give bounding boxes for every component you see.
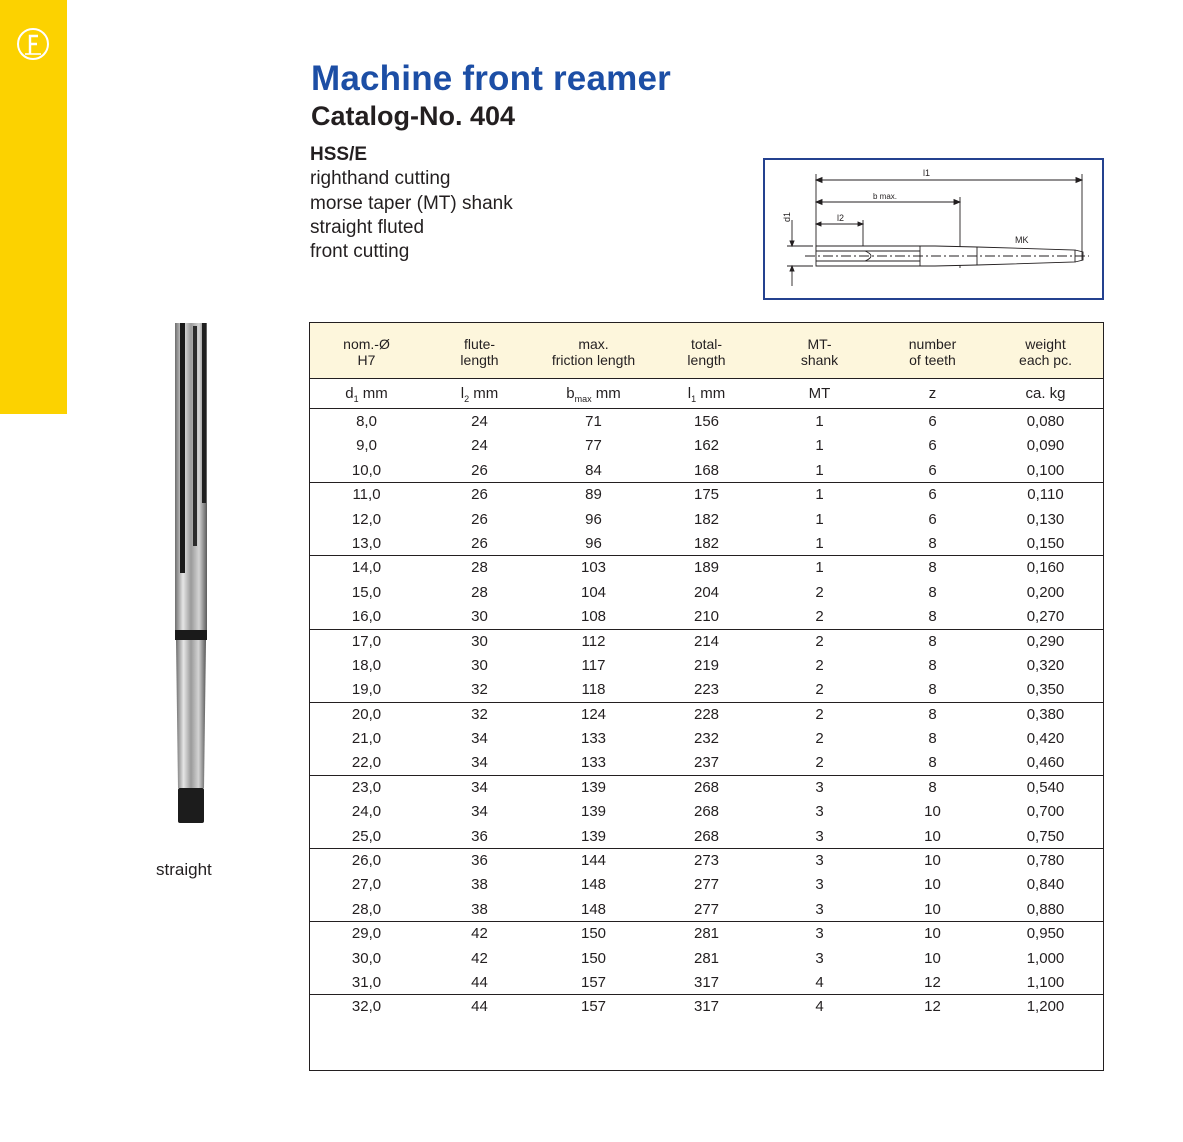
table-row	[310, 849, 1103, 873]
table-cell: 277	[693, 900, 720, 918]
spec-item: morse taper (MT) shank	[310, 192, 513, 214]
table-cell: 210	[693, 608, 720, 626]
column-header-teeth: number of teeth	[908, 336, 957, 368]
table-row	[310, 630, 1103, 654]
table-cell: 44	[471, 973, 488, 991]
dim-label-bmax: b max.	[873, 192, 898, 201]
table-cell: 9,0	[356, 437, 377, 455]
table-row	[310, 483, 1103, 507]
unit-cell: $b_{max}$ mm	[566, 385, 621, 404]
column-header-weight: weight each pc.	[1019, 336, 1072, 368]
table-cell: 3	[815, 876, 824, 894]
table-cell: 0,090	[1026, 437, 1065, 455]
table-cell: 31,0	[351, 973, 382, 991]
table-cell: 0,460	[1026, 754, 1065, 772]
table-cell: 1	[815, 461, 824, 479]
dim-label-mk: MK	[1015, 235, 1029, 245]
dim-label-l1: l1	[923, 168, 931, 178]
table-cell: 2	[815, 705, 824, 723]
table-cell: 38	[471, 900, 488, 918]
table-row	[310, 508, 1103, 532]
table-row	[310, 825, 1103, 849]
table-cell: 26	[471, 486, 488, 504]
table-cell: 0,110	[1027, 486, 1064, 504]
column-header-mt-shank: MT- shank	[800, 336, 839, 368]
table-cell: 139	[580, 778, 607, 796]
table-cell: 0,150	[1026, 534, 1065, 552]
f-circle-logo-icon	[16, 27, 50, 61]
spec-item: front cutting	[310, 241, 410, 263]
table-cell: 44	[471, 998, 488, 1016]
unit-cell: $d_1$ mm	[345, 385, 388, 404]
table-cell: 8	[928, 730, 937, 748]
table-cell: 204	[693, 583, 720, 601]
table-cell: 268	[693, 778, 720, 796]
table-cell: 24	[471, 413, 488, 430]
catalog-number: Catalog-No. 404	[311, 101, 516, 131]
table-cell: 10	[924, 852, 941, 870]
spec-item: righthand cutting	[310, 168, 451, 190]
table-cell: 8	[928, 778, 937, 796]
table-cell: 26,0	[351, 852, 382, 870]
table-cell: 1	[815, 510, 824, 528]
table-cell: 139	[580, 803, 607, 821]
table-cell: 2	[815, 608, 824, 626]
table-cell: 10	[924, 803, 941, 821]
table-cell: 12	[924, 998, 941, 1016]
table-cell: 30	[471, 608, 488, 626]
table-cell: 1	[815, 486, 824, 504]
table-cell: 117	[581, 656, 606, 674]
table-cell: 0,290	[1026, 632, 1065, 650]
table-cell: 10	[924, 949, 941, 967]
table-body	[310, 410, 1103, 1020]
table-cell: 34	[471, 754, 488, 772]
table-cell: 96	[585, 534, 602, 552]
table-cell: 22,0	[351, 754, 382, 772]
column-header-flute-length: flute- length	[460, 336, 499, 368]
table-cell: 23,0	[351, 778, 382, 796]
table-cell: 29,0	[351, 925, 382, 943]
table-cell: 0,350	[1026, 681, 1065, 699]
table-cell: 8,0	[356, 413, 377, 430]
unit-cell: MT	[808, 385, 831, 402]
table-cell: 12	[924, 973, 941, 991]
table-cell: 268	[693, 827, 720, 845]
table-cell: 219	[693, 656, 720, 674]
table-cell: 1,100	[1026, 973, 1065, 991]
table-cell: 0,100	[1026, 461, 1065, 479]
table-cell: 273	[693, 852, 720, 870]
table-row	[310, 410, 1103, 434]
table-cell: 150	[580, 925, 607, 943]
table-cell: 0,380	[1026, 705, 1065, 723]
table-cell: 0,780	[1026, 852, 1065, 870]
spec-item: straight fluted	[310, 216, 425, 238]
table-cell: 2	[815, 730, 824, 748]
table-cell: 144	[580, 852, 607, 870]
table-cell: 8	[928, 559, 937, 577]
table-cell: 3	[815, 852, 824, 870]
reamer-product-image	[165, 318, 215, 828]
table-cell: 232	[693, 730, 720, 748]
table-cell: 32	[471, 705, 488, 723]
table-cell: 10	[924, 827, 941, 845]
table-cell: 3	[815, 803, 824, 821]
table-cell: 0,420	[1026, 730, 1065, 748]
table-cell: 8	[928, 656, 937, 674]
table-cell: 84	[585, 461, 602, 479]
table-cell: 3	[815, 900, 824, 918]
table-row	[310, 703, 1103, 727]
table-cell: 156	[693, 413, 720, 430]
table-cell: 3	[815, 949, 824, 967]
column-header-friction-length: max. friction length	[551, 336, 636, 368]
table-cell: 108	[580, 608, 607, 626]
table-cell: 71	[585, 413, 602, 430]
table-cell: 26	[471, 461, 488, 479]
dimension-table	[309, 322, 1104, 1071]
table-cell: 11,0	[352, 486, 381, 504]
table-row	[310, 556, 1103, 580]
side-accent-bar	[0, 0, 67, 414]
spec-material: HSS/E	[310, 144, 368, 165]
table-cell: 27,0	[351, 876, 382, 894]
table-cell: 0,840	[1026, 876, 1065, 894]
table-cell: 21,0	[351, 730, 382, 748]
table-row	[310, 922, 1103, 946]
table-cell: 13,0	[351, 534, 382, 552]
table-row	[310, 605, 1103, 629]
table-cell: 36	[471, 852, 488, 870]
table-cell: 182	[693, 534, 720, 552]
table-cell: 2	[815, 583, 824, 601]
table-cell: 77	[585, 437, 602, 455]
table-cell: 228	[693, 705, 720, 723]
table-cell: 3	[815, 778, 824, 796]
table-row	[310, 678, 1103, 702]
table-cell: 0,320	[1026, 656, 1065, 674]
table-units-row	[310, 379, 1103, 409]
table-cell: 162	[693, 437, 720, 455]
table-row	[310, 581, 1103, 605]
table-cell: 34	[471, 803, 488, 821]
table-row	[310, 776, 1103, 800]
table-cell: 8	[928, 681, 937, 699]
tool-variant-label: straight	[156, 860, 212, 879]
table-cell: 0,880	[1026, 900, 1065, 918]
table-cell: 32,0	[351, 998, 382, 1016]
table-cell: 24,0	[351, 803, 382, 821]
table-cell: 2	[815, 754, 824, 772]
table-cell: 30	[471, 656, 488, 674]
table-cell: 277	[693, 876, 720, 894]
table-cell: 223	[693, 681, 720, 699]
table-cell: 8	[928, 705, 937, 723]
table-row	[310, 873, 1103, 897]
table-cell: 30,0	[351, 949, 382, 967]
table-cell: 38	[471, 876, 488, 894]
table-cell: 96	[585, 510, 602, 528]
table-cell: 8	[928, 632, 937, 650]
table-cell: 15,0	[351, 583, 382, 601]
table-cell: 1,200	[1026, 998, 1065, 1016]
table-cell: 189	[693, 559, 720, 577]
table-cell: 19,0	[351, 681, 382, 699]
table-cell: 18,0	[351, 656, 382, 674]
table-cell: 3	[815, 827, 824, 845]
table-cell: 148	[580, 876, 607, 894]
table-cell: 281	[693, 949, 720, 967]
table-cell: 36	[471, 827, 488, 845]
table-cell: 139	[580, 827, 607, 845]
table-cell: 6	[928, 461, 937, 479]
table-cell: 6	[928, 486, 937, 504]
table-cell: 24	[471, 437, 488, 455]
table-cell: 148	[580, 900, 607, 918]
table-cell: 0,700	[1026, 803, 1065, 821]
table-cell: 10,0	[351, 461, 382, 479]
table-cell: 157	[580, 998, 607, 1016]
table-cell: 42	[471, 949, 488, 967]
table-cell: 2	[815, 632, 824, 650]
dim-label-d1: d1	[782, 211, 792, 222]
table-cell: 133	[580, 754, 607, 772]
table-cell: 12,0	[351, 510, 382, 528]
table-cell: 14,0	[351, 559, 382, 577]
table-cell: 42	[471, 925, 488, 943]
table-row	[310, 751, 1103, 775]
table-cell: 175	[693, 486, 720, 504]
table-cell: 237	[693, 754, 720, 772]
table-cell: 104	[580, 583, 607, 601]
table-cell: 0,750	[1026, 827, 1065, 845]
table-cell: 1	[815, 534, 824, 552]
table-row	[310, 971, 1103, 995]
table-cell: 6	[928, 437, 937, 455]
table-cell: 10	[924, 876, 941, 894]
table-row	[310, 434, 1103, 458]
dim-label-l2: l2	[837, 213, 845, 223]
table-cell: 28	[471, 559, 488, 577]
table-cell: 1	[815, 559, 824, 577]
column-header-diameter: nom.-Ø H7	[343, 336, 390, 368]
table-cell: 1	[815, 437, 824, 455]
table-cell: 103	[580, 559, 607, 577]
spec-list	[310, 143, 513, 264]
table-row	[310, 727, 1103, 751]
table-cell: 32	[471, 681, 488, 699]
table-cell: 1	[815, 413, 824, 430]
table-cell: 0,080	[1026, 413, 1065, 430]
table-cell: 28	[471, 583, 488, 601]
table-cell: 0,270	[1026, 608, 1065, 626]
table-cell: 34	[471, 730, 488, 748]
table-cell: 16,0	[351, 608, 382, 626]
reamer-drawing	[765, 160, 1102, 298]
table-cell: 124	[580, 705, 607, 723]
table-cell: 8	[928, 534, 937, 552]
table-row	[310, 800, 1103, 824]
table-cell: 8	[928, 608, 937, 626]
table-cell: 268	[693, 803, 720, 821]
column-header-total-length: total- length	[687, 336, 726, 368]
table-cell: 34	[471, 778, 488, 796]
unit-cell: ca. kg	[1025, 385, 1066, 402]
table-header	[310, 323, 1103, 379]
table-cell: 20,0	[351, 705, 382, 723]
unit-cell: z	[928, 385, 937, 402]
table-cell: 168	[693, 461, 720, 479]
table-cell: 0,130	[1026, 510, 1065, 528]
unit-cell: $l_1$ mm	[687, 385, 726, 404]
table-cell: 157	[580, 973, 607, 991]
table-cell: 150	[580, 949, 607, 967]
table-cell: 2	[815, 681, 824, 699]
table-cell: 0,950	[1026, 925, 1065, 943]
table-cell: 28,0	[351, 900, 382, 918]
table-cell: 30	[471, 632, 488, 650]
table-cell: 6	[928, 510, 937, 528]
table-cell: 25,0	[351, 827, 382, 845]
table-cell: 4	[815, 973, 824, 991]
table-cell: 0,200	[1026, 583, 1065, 601]
table-cell: 133	[580, 730, 607, 748]
table-cell: 317	[693, 998, 720, 1016]
table-cell: 0,540	[1026, 778, 1065, 796]
table-cell: 26	[471, 510, 488, 528]
table-row	[310, 532, 1103, 556]
table-cell: 6	[928, 413, 937, 430]
dimension-diagram	[763, 158, 1104, 300]
table-cell: 10	[924, 925, 941, 943]
table-cell: 10	[924, 900, 941, 918]
table-cell: 112	[581, 632, 606, 650]
unit-cell: $l_2$ mm	[460, 385, 499, 404]
table-cell: 17,0	[351, 632, 382, 650]
table-row	[310, 995, 1103, 1019]
table-cell: 8	[928, 583, 937, 601]
table-cell: 1,000	[1026, 949, 1065, 967]
table-cell: 281	[693, 925, 720, 943]
table-cell: 118	[581, 681, 606, 699]
table-cell: 4	[815, 998, 824, 1016]
table-cell: 26	[471, 534, 488, 552]
table-cell: 3	[815, 925, 824, 943]
table-row	[310, 898, 1103, 922]
table-row	[310, 947, 1103, 971]
table-cell: 182	[693, 510, 720, 528]
table-cell: 8	[928, 754, 937, 772]
page-title: Machine front reamer	[311, 59, 671, 98]
table-cell: 0,160	[1026, 559, 1065, 577]
table-cell: 2	[815, 656, 824, 674]
table-row	[310, 654, 1103, 678]
table-cell: 89	[585, 486, 602, 504]
table-cell: 214	[693, 632, 720, 650]
table-row	[310, 459, 1103, 483]
table-cell: 317	[693, 973, 720, 991]
